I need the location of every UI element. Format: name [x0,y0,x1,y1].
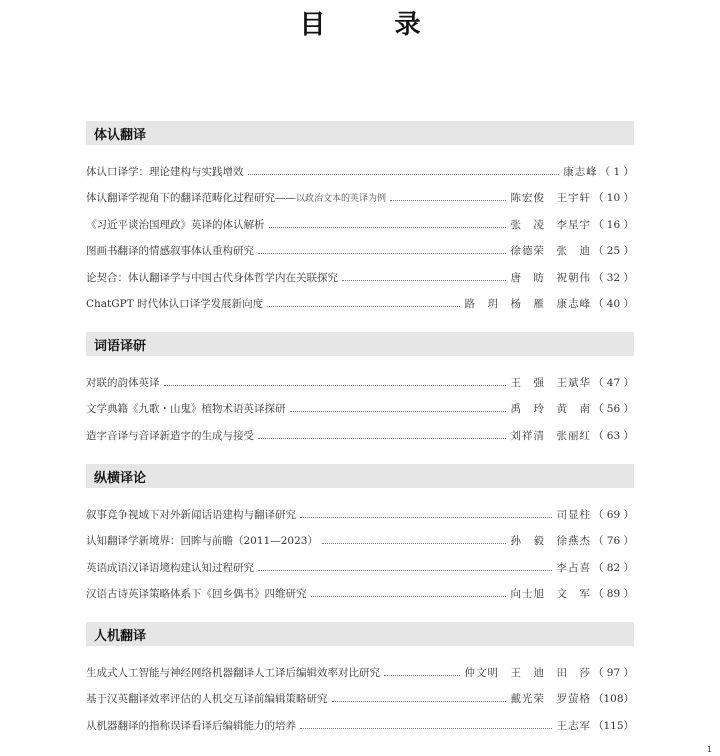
section-ciyu-yiyan [86,332,634,449]
entry-authors: 向士旭 文 军 [510,588,591,601]
entry-authors: 康志峰 [563,165,598,178]
entry-authors: 王志军 [556,719,591,732]
entry-page: （ 10 ） [592,192,634,205]
entry-title: 对联的韵体英译 [86,376,160,389]
toc-entry[interactable] [86,185,634,212]
entry-subtitle: 以政治文本的英译为例 [296,194,387,205]
entry-authors: 孙 毅 徐燕杰 [510,535,591,548]
entry-authors: 司显柱 [556,508,591,521]
section-renji-fanyi [86,622,634,739]
entry-authors: 张 凌 李星宇 [510,218,591,231]
entry-page: （115） [592,719,634,732]
dot-leader [290,411,507,412]
toc-entry[interactable] [86,686,634,713]
entry-page: （ 89 ） [592,588,634,601]
entry-authors: 禹 玲 黄 南 [510,403,591,416]
toc-entry[interactable] [86,291,634,318]
section-header: 纵横译论 [86,464,634,488]
entry-authors: 戴光荣 罗萤格 [510,693,591,706]
dot-leader [258,570,552,571]
toc-entry[interactable] [86,554,634,581]
entry-page: （ 32 ） [592,271,634,284]
section-header: 体认翻译 [86,121,634,145]
toc-entry[interactable] [86,422,634,449]
toc-entry[interactable] [86,369,634,396]
toc-entry[interactable] [86,396,634,423]
entry-page: （ 82 ） [592,561,634,574]
dot-leader [390,200,506,201]
entry-page: （ 56 ） [592,403,634,416]
dot-leader [300,728,552,729]
toc-entry[interactable] [86,659,634,686]
entry-title: 文学典籍《九歌・山鬼》植物术语英译探研 [86,403,286,416]
dot-leader [300,517,552,518]
entry-title: 生成式人工智能与神经网络机器翻译人工译后编辑效率对比研究 [86,666,380,679]
dot-leader [322,543,507,544]
entry-title: 认知翻译学新境界：回眸与前瞻（2011—2023） [86,535,318,548]
entry-list [86,369,634,449]
entry-authors: 唐 昉 祝朝伟 [510,271,591,284]
entry-page: （ 25 ） [592,245,634,258]
entry-title: 图画书翻译的情感叙事体认重构研究 [86,245,254,258]
page-number-mark: 1 [706,745,712,754]
entry-authors: 李占喜 [556,561,591,574]
entry-list [86,659,634,739]
dot-leader [258,253,506,254]
entry-authors: 王 强 王斌华 [510,376,591,389]
section-tiren-fanyi [86,121,634,317]
entry-page: （ 69 ） [592,508,634,521]
section-zongheng-yilun [86,464,634,607]
toc-entry[interactable] [86,712,634,739]
toc-entry[interactable] [86,528,634,555]
toc-entry[interactable] [86,158,634,185]
dot-leader [384,675,460,676]
entry-title: 英语成语汉译语境构建认知过程研究 [86,561,254,574]
dot-leader [258,438,506,439]
entry-title: 从机器翻译的指称误译看译后编辑能力的培养 [86,719,296,732]
section-header: 词语译研 [86,332,634,356]
entry-page: （ 47 ） [592,376,634,389]
toc-entry[interactable] [86,211,634,238]
toc-entry[interactable] [86,501,634,528]
dot-leader [248,174,560,175]
entry-list [86,501,634,607]
entry-list [86,158,634,317]
entry-title: 《习近平谈治国理政》英译的体认解析 [86,218,265,231]
entry-authors: 刘祥清 张丽红 [510,429,591,442]
entry-page: （ 1 ） [599,165,634,178]
entry-authors: 徐德荣 张 迪 [510,245,591,258]
toc-entry[interactable] [86,581,634,608]
entry-page: （108） [592,693,634,706]
page-title: 目 录 [299,10,451,40]
dot-leader [267,306,460,307]
entry-title: 汉语古诗英译策略体系下《回乡偶书》四维研究 [86,588,307,601]
entry-title: 基于汉英翻译效率评估的人机交互译前编辑策略研究 [86,693,328,706]
dot-leader [269,227,507,228]
entry-authors: 仲文明 王 迪 田 莎 [464,666,591,679]
entry-page: （ 63 ） [592,429,634,442]
entry-title: 体认口译学：理论建构与实践增效 [86,165,244,178]
dot-leader [164,385,507,386]
entry-authors: 路 玥 杨 雁 康志峰 [464,298,591,311]
dot-leader [332,701,507,702]
entry-page: （ 76 ） [592,535,634,548]
entry-page: （ 40 ） [592,298,634,311]
dot-leader [311,596,507,597]
toc-entry[interactable] [86,238,634,265]
entry-title: 体认翻译学视角下的翻译范畴化过程研究—— [86,192,296,205]
entry-page: （ 97 ） [592,666,634,679]
toc-entry[interactable] [86,264,634,291]
entry-title: 造字音译与音译新造字的生成与接受 [86,429,254,442]
dot-leader [342,280,506,281]
entry-title: ChatGPT 时代体认口译学发展新向度 [86,298,264,311]
entry-title: 叙事竞争视域下对外新闻话语建构与翻译研究 [86,508,296,521]
entry-title: 论契合：体认翻译学与中国古代身体哲学内在关联探究 [86,271,338,284]
section-header: 人机翻译 [86,622,634,646]
entry-page: （ 16 ） [592,218,634,231]
entry-authors: 陈宏俊 王宇轩 [510,192,591,205]
